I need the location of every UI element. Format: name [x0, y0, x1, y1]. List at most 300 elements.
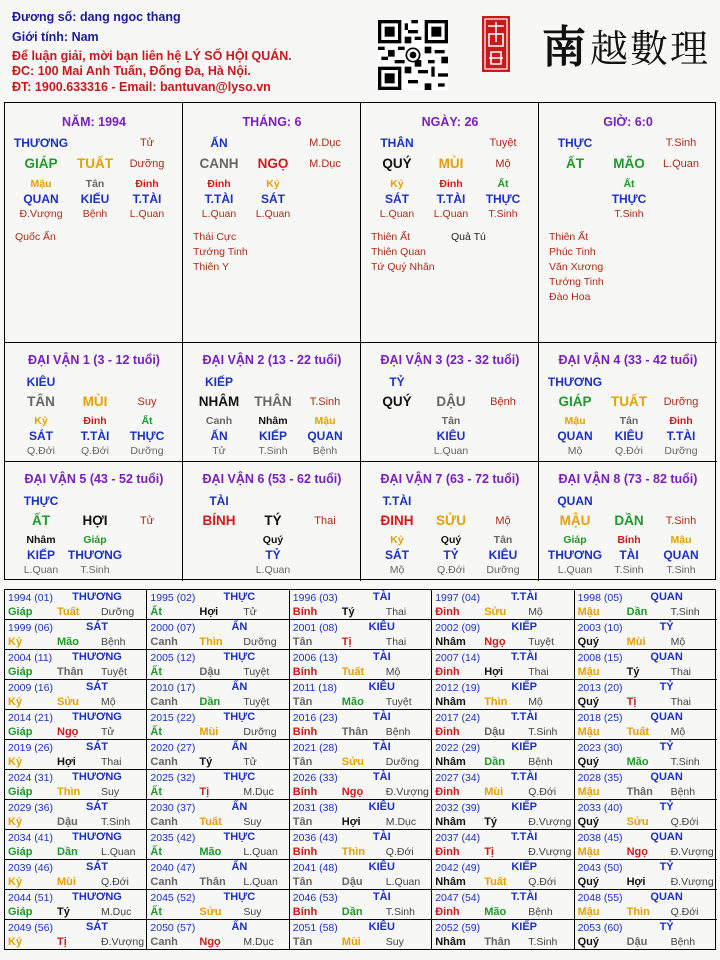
dai-van-hidden-god: KIẾP	[26, 548, 55, 562]
dai-van-hidden-phase: T.Sinh	[258, 445, 288, 457]
year-branch: Dậu	[626, 936, 648, 948]
pillar-3	[361, 103, 539, 343]
year-phase: Suy	[385, 936, 404, 948]
year-stem: Nhâm	[435, 636, 466, 648]
dai-van-phase: Tử	[139, 515, 155, 527]
year-branch: Tuất	[484, 876, 507, 888]
year-label: 2012 (19)	[435, 682, 481, 694]
year-stem: Ất	[150, 606, 162, 618]
year-cell	[5, 650, 147, 680]
year-phase: Mộ	[101, 696, 116, 708]
year-phase: Suy	[243, 816, 262, 828]
year-cell	[432, 920, 574, 950]
year-phase: Suy	[243, 906, 262, 918]
year-cell	[147, 620, 289, 650]
special-star: Thái Cực	[193, 231, 237, 243]
year-cell	[5, 740, 147, 770]
year-branch: Dậu	[57, 816, 78, 828]
year-branch: Dậu	[341, 876, 363, 888]
year-label: 2030 (37)	[150, 802, 196, 814]
year-ten-god: THỰC	[223, 591, 256, 603]
hidden-stem: Ất	[497, 178, 509, 190]
year-label: 2006 (13)	[292, 652, 338, 664]
year-stem: Bính	[292, 666, 318, 678]
hidden-ten-god: THỰC	[485, 192, 521, 206]
dai-van-7	[361, 462, 539, 581]
owner-line: Đương số: dang ngoc thang	[12, 10, 181, 24]
year-ten-god: ẤN	[231, 921, 248, 933]
year-stem: Nhâm	[435, 876, 466, 888]
year-stem: Canh	[150, 816, 178, 828]
year-ten-god: TÀI	[372, 591, 391, 603]
year-stem: Quý	[577, 876, 599, 888]
year-stem: Mậu	[577, 606, 600, 618]
year-label: 2033 (40)	[577, 802, 623, 814]
dai-van-stem: MẬU	[559, 513, 591, 528]
year-cell	[575, 590, 717, 620]
dai-van-hidden-god: KIÊU	[614, 429, 644, 443]
year-ten-god: KIẾP	[511, 801, 538, 813]
year-stem: Đinh	[435, 606, 460, 618]
year-ten-god: KIÊU	[368, 621, 395, 633]
year-label: 2001 (08)	[292, 622, 338, 634]
year-stem: Canh	[150, 756, 178, 768]
year-phase: Thai	[101, 756, 122, 768]
year-phase: Mộ	[670, 726, 686, 738]
year-cell	[575, 770, 717, 800]
address-line: ĐC: 100 Mai Anh Tuấn, Đống Đa, Hà Nội.	[12, 64, 251, 78]
year-phase: Q.Đới	[528, 786, 557, 798]
logo-char-4: 理	[670, 27, 709, 71]
year-ten-god: THƯƠNG	[72, 711, 122, 723]
dai-van-phase: T.Sinh	[665, 515, 697, 527]
year-cell	[290, 860, 432, 890]
year-cell	[290, 650, 432, 680]
year-phase: Bệnh	[385, 726, 411, 738]
year-cell	[290, 830, 432, 860]
year-cell	[147, 890, 289, 920]
year-phase: M.Dục	[385, 816, 417, 828]
special-star: Tướng Tinh	[549, 276, 604, 288]
dai-van-8	[539, 462, 717, 581]
year-phase: Bệnh	[670, 786, 696, 798]
year-phase: Đ.Vượng	[670, 846, 714, 858]
year-label: 2044 (51)	[8, 892, 53, 904]
dai-van-title: ĐẠI VẬN 5 (43 - 52 tuổi)	[24, 472, 164, 486]
year-branch: Dần	[341, 906, 363, 918]
hidden-phase: L.Quan	[379, 208, 415, 220]
dai-van-ten-god: TỶ	[389, 375, 405, 389]
year-phase: T.Sinh	[101, 816, 131, 828]
year-phase: M.Dục	[243, 936, 274, 948]
dai-van-phase: Thai	[314, 515, 336, 527]
year-branch: Mão	[57, 636, 79, 648]
year-phase: L.Quan	[243, 846, 278, 858]
year-ten-god: ẤN	[231, 861, 248, 873]
year-cell	[432, 800, 574, 830]
year-phase: Bệnh	[528, 906, 553, 918]
pillar-1	[5, 103, 183, 343]
year-phase: Đ.Vượng	[670, 876, 714, 888]
earthly-branch: TUẤT	[77, 156, 113, 171]
year-ten-god: QUAN	[650, 771, 683, 783]
phone-email-line[interactable]: ĐT: 1900.633316 - Email: bantuvan@lyso.vn	[12, 80, 271, 94]
dai-van-hidden-phase: Tử	[212, 445, 226, 457]
year-branch: Ngọ	[199, 936, 221, 948]
year-ten-god: KIÊU	[368, 801, 395, 813]
year-branch: Tý	[199, 756, 213, 768]
year-stem: Canh	[150, 876, 178, 888]
dai-van-hidden-stem: Bính	[617, 534, 641, 546]
year-label: 2016 (23)	[292, 712, 338, 724]
year-branch: Tị	[199, 786, 210, 798]
year-stem: Tân	[292, 876, 313, 888]
year-branch: Hợi	[57, 756, 76, 768]
year-stem: Nhâm	[435, 816, 466, 828]
logo-char-2: 越	[590, 27, 629, 71]
dai-van-hidden-god: TỶ	[443, 548, 459, 562]
year-branch: Dần	[626, 606, 648, 618]
year-stem: Mậu	[577, 846, 600, 858]
dai-van-6	[183, 462, 361, 581]
dai-van-2	[183, 343, 361, 462]
year-ten-god: KIẾP	[511, 921, 538, 933]
year-label: 2023 (30)	[577, 742, 623, 754]
special-star: Tướng Tinh	[193, 246, 248, 258]
year-cell	[290, 800, 432, 830]
year-branch: Dần	[484, 756, 505, 768]
year-phase: M.Dục	[243, 786, 274, 798]
year-branch: Tý	[57, 906, 70, 918]
dai-van-hidden-stem: Tân	[493, 534, 513, 546]
year-ten-god: T.TÀI	[511, 831, 538, 843]
dai-van-stem: NHÂM	[198, 394, 240, 409]
year-branch: Tị	[57, 936, 67, 948]
year-label: 2051 (58)	[292, 922, 338, 934]
year-label: 2028 (35)	[577, 772, 623, 784]
heavenly-stem: CANH	[199, 156, 239, 171]
year-ten-god: KIÊU	[368, 861, 395, 873]
year-label: 2019 (26)	[8, 742, 53, 754]
year-label: 2049 (56)	[8, 922, 53, 934]
year-stem: Canh	[150, 636, 178, 648]
year-stem: Giáp	[8, 606, 33, 618]
year-stem: Bính	[292, 846, 318, 858]
hidden-ten-god: KIẾU	[80, 192, 110, 206]
year-cell	[432, 650, 574, 680]
dai-van-hidden-phase: L.Quan	[433, 445, 469, 457]
hidden-stem: Kỷ	[266, 178, 280, 190]
year-label: 2025 (32)	[150, 772, 196, 784]
year-cell	[432, 590, 574, 620]
year-phase: Đ.Vượng	[528, 816, 572, 828]
year-cell	[575, 740, 717, 770]
year-branch: Tị	[626, 696, 637, 708]
hidden-stem: Ất	[623, 178, 635, 190]
hidden-phase: T.Sinh	[488, 208, 518, 220]
year-cell	[290, 590, 432, 620]
year-label: 2036 (43)	[292, 832, 338, 844]
year-ten-god: QUAN	[650, 831, 683, 843]
dai-van-hidden-god: SÁT	[29, 429, 53, 443]
dai-van-branch: THÂN	[254, 394, 292, 409]
ten-god-stem: ẤN	[210, 136, 228, 150]
year-label: 2022 (29)	[435, 742, 481, 754]
year-label: 2041 (48)	[292, 862, 338, 874]
dai-van-hidden-phase: Dưỡng	[664, 445, 698, 457]
dai-van-hidden-phase: T.Sinh	[666, 564, 696, 576]
dai-van-4	[539, 343, 717, 462]
year-branch: Dậu	[484, 726, 505, 738]
year-label: 2011 (18)	[292, 682, 337, 694]
year-branch: Tị	[484, 846, 494, 858]
ten-god-stem: THƯƠNG	[13, 136, 69, 150]
year-cell	[290, 740, 432, 770]
year-branch: Thìn	[341, 846, 366, 858]
hidden-ten-god: T.TÀI	[132, 192, 162, 206]
year-phase: Đ.Vượng	[528, 846, 572, 858]
year-cell	[432, 710, 574, 740]
year-stem: Đinh	[435, 726, 460, 738]
hidden-stem: Tân	[85, 178, 105, 190]
year-ten-god: THỰC	[223, 771, 256, 783]
year-stem: Canh	[150, 696, 178, 708]
dai-van-hidden-stem: Mậu	[564, 415, 586, 427]
year-branch: Thìn	[626, 906, 650, 918]
year-stem: Kỷ	[8, 876, 23, 888]
year-branch: Mão	[341, 696, 364, 708]
earthly-branch: MÃO	[613, 156, 645, 171]
year-phase: T.Sinh	[385, 906, 415, 918]
dai-van-1	[5, 343, 183, 462]
year-stem: Tân	[292, 636, 313, 648]
year-label: 2002 (09)	[435, 622, 481, 634]
dai-van-stem: GIÁP	[558, 394, 592, 409]
year-branch: Mùi	[341, 936, 361, 948]
year-phase: Dưỡng	[243, 726, 277, 738]
year-cell	[575, 800, 717, 830]
year-cell	[5, 860, 147, 890]
hidden-phase: L.Quan	[129, 208, 165, 220]
year-stem: Đinh	[435, 786, 460, 798]
year-label: 1999 (06)	[8, 622, 53, 634]
dai-van-phase: Dưỡng	[663, 396, 699, 408]
year-phase: Tuyệt	[385, 696, 412, 708]
dai-van-hidden-stem: Giáp	[83, 534, 107, 546]
dai-van-stem: TÂN	[27, 394, 55, 409]
year-stem: Đinh	[435, 846, 460, 858]
year-label: 2005 (12)	[150, 652, 196, 664]
year-branch: Mùi	[57, 876, 76, 888]
dai-van-3	[361, 343, 539, 462]
logo-char-3: 數	[630, 27, 669, 71]
branch-phase: L.Quan	[662, 158, 700, 170]
dai-van-hidden-god: T.TÀI	[666, 429, 696, 443]
year-stem: Nhâm	[435, 936, 466, 948]
qr-code-icon[interactable]	[378, 20, 448, 90]
year-branch: Hợi	[484, 666, 504, 678]
year-label: 2013 (20)	[577, 682, 623, 694]
year-label: 2034 (41)	[8, 832, 53, 844]
year-phase: Tuyệt	[101, 666, 127, 678]
year-cell	[432, 740, 574, 770]
year-phase: M.Dục	[101, 906, 132, 918]
year-cell	[432, 830, 574, 860]
hidden-stem: Kỷ	[390, 178, 404, 190]
special-star: Quả Tú	[451, 231, 486, 243]
special-star: Đào Hoa	[549, 291, 591, 303]
hidden-stem: Đinh	[439, 178, 463, 190]
ten-god-stem: THỰC	[557, 136, 593, 150]
dai-van-hidden-god: QUAN	[307, 429, 343, 443]
year-phase: Q.Đới	[670, 816, 699, 828]
dai-van-hidden-god: SÁT	[385, 548, 409, 562]
dai-van-branch: DẦN	[614, 513, 644, 528]
year-label: 2046 (53)	[292, 892, 338, 904]
year-stem: Tân	[292, 936, 313, 948]
dai-van-hidden-stem: Nhâm	[26, 534, 56, 546]
year-stem: Ất	[150, 906, 162, 918]
year-cell	[147, 590, 289, 620]
dai-van-hidden-phase: Dưỡng	[486, 564, 520, 576]
year-branch: Tuất	[626, 726, 649, 738]
special-star: Thiên Y	[193, 261, 229, 273]
special-star: Phúc Tinh	[549, 246, 596, 258]
year-branch: Hợi	[626, 876, 646, 888]
year-stem: Mậu	[577, 786, 600, 798]
pillar-4	[539, 103, 717, 343]
year-label: 1994 (01)	[8, 592, 53, 604]
dai-van-hidden-god: THỰC	[129, 429, 165, 443]
year-branch: Mùi	[484, 786, 504, 798]
hidden-phase: L.Quan	[255, 208, 291, 220]
year-branch: Ngọ	[626, 846, 648, 858]
year-label: 2004 (11)	[8, 652, 53, 664]
year-cell	[290, 620, 432, 650]
year-label: 1995 (02)	[150, 592, 196, 604]
dai-van-title: ĐẠI VẬN 1 (3 - 12 tuổi)	[28, 353, 160, 367]
dai-van-hidden-phase: Bệnh	[312, 445, 338, 457]
year-ten-god: TỶ	[659, 801, 674, 813]
year-stem: Bính	[292, 786, 318, 798]
year-phase: Thai	[670, 696, 692, 708]
year-label: 2000 (07)	[150, 622, 196, 634]
dai-van-hidden-phase: T.Sinh	[80, 564, 110, 576]
dai-van-title: ĐẠI VẬN 2 (13 - 22 tuổi)	[202, 353, 342, 367]
dai-van-hidden-stem: Quý	[262, 534, 284, 546]
year-phase: Mộ	[670, 636, 686, 648]
year-branch: Tuất	[57, 606, 80, 618]
dai-van-5	[5, 462, 183, 581]
year-ten-god: THƯƠNG	[72, 831, 122, 843]
year-stem: Giáp	[8, 726, 33, 738]
year-branch: Ngọ	[341, 786, 364, 798]
year-ten-god: THƯƠNG	[72, 591, 122, 603]
year-label: 2027 (34)	[435, 772, 481, 784]
year-stem: Giáp	[8, 666, 33, 678]
year-phase: Dưỡng	[243, 636, 277, 648]
dai-van-ten-god: KIẾP	[204, 375, 233, 389]
dai-van-branch: HỢI	[82, 513, 108, 528]
dai-van-phase: T.Sinh	[309, 396, 341, 408]
year-label: 1998 (05)	[577, 592, 623, 604]
year-ten-god: ẤN	[231, 741, 248, 753]
year-ten-god: QUAN	[650, 651, 683, 663]
year-label: 2003 (10)	[577, 622, 623, 634]
year-ten-god: THỰC	[223, 831, 256, 843]
year-label: 2048 (55)	[577, 892, 623, 904]
dai-van-ten-god: T.TÀI	[382, 494, 412, 508]
year-ten-god: TỶ	[659, 621, 674, 633]
dai-van-hidden-stem: Quý	[440, 534, 462, 546]
dai-van-stem: BÍNH	[202, 513, 236, 528]
year-branch: Tị	[341, 636, 352, 648]
stem-phase: Tử	[139, 137, 155, 149]
logo-char-1: 南	[542, 22, 586, 73]
year-stem: Quý	[577, 636, 599, 648]
dai-van-hidden-stem: Đinh	[669, 415, 693, 427]
year-ten-god: T.TÀI	[511, 891, 538, 903]
year-ten-god: T.TÀI	[511, 591, 538, 603]
dai-van-hidden-phase: L.Quan	[23, 564, 59, 576]
year-cell	[290, 710, 432, 740]
year-label: 2053 (60)	[577, 922, 623, 934]
year-label: 2052 (59)	[435, 922, 481, 934]
year-cell	[147, 860, 289, 890]
hidden-ten-god: THỰC	[611, 192, 647, 206]
year-branch: Dậu	[199, 666, 221, 678]
year-ten-god: TÀI	[372, 711, 391, 723]
year-cell	[147, 650, 289, 680]
dai-van-hidden-phase: Q.Đới	[615, 445, 643, 457]
dai-van-hidden-stem: Ất	[141, 415, 153, 427]
year-ten-god: SÁT	[86, 921, 108, 933]
year-ten-god: QUAN	[650, 891, 683, 903]
hidden-ten-god: T.TÀI	[204, 192, 234, 206]
year-phase: T.Sinh	[670, 756, 700, 768]
year-ten-god: ẤN	[231, 801, 248, 813]
year-branch: Sửu	[57, 696, 80, 708]
year-branch: Thân	[199, 876, 226, 888]
dai-van-hidden-phase: Q.Đới	[27, 445, 55, 457]
year-stem: Bính	[292, 606, 318, 618]
year-ten-god: T.TÀI	[511, 711, 538, 723]
pillar-title: NĂM: 1994	[62, 115, 126, 129]
year-phase: Bệnh	[670, 936, 696, 948]
year-cell	[432, 620, 574, 650]
earthly-branch: NGỌ	[257, 156, 289, 171]
year-branch: Mùi	[626, 636, 646, 648]
year-label: 2045 (52)	[150, 892, 196, 904]
branch-phase: Mộ	[495, 158, 511, 170]
year-phase: T.Sinh	[528, 726, 558, 738]
year-stem: Quý	[577, 816, 599, 828]
dai-van-ten-god: KIÊU	[26, 375, 56, 389]
year-ten-god: KIẾP	[511, 621, 538, 633]
year-phase: L.Quan	[385, 876, 421, 888]
year-ten-god: TÀI	[372, 771, 391, 783]
year-cell	[290, 770, 432, 800]
dai-van-hidden-stem: Mậu	[670, 534, 692, 546]
dai-van-hidden-phase: L.Quan	[557, 564, 593, 576]
year-label: 2015 (22)	[150, 712, 196, 724]
year-stem: Ất	[150, 726, 162, 738]
year-ten-god: TỶ	[659, 741, 674, 753]
dai-van-hidden-god: ẤN	[210, 429, 228, 443]
year-branch: Ngọ	[57, 726, 79, 738]
dai-van-title: ĐẠI VẬN 8 (73 - 82 tuổi)	[558, 472, 698, 486]
year-stem: Tân	[292, 816, 313, 828]
